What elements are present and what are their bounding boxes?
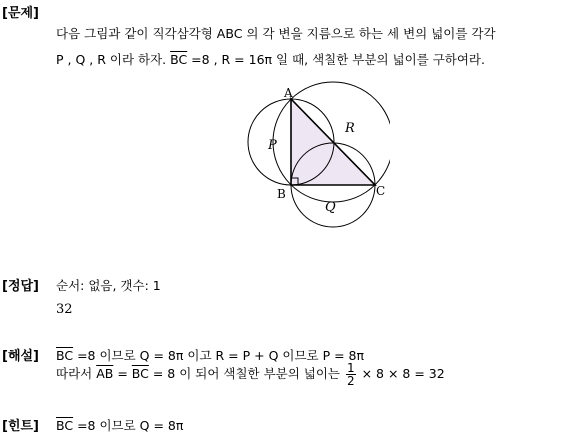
segment-bc: $\overline{BC}$ xyxy=(56,348,74,363)
fraction-denominator: 2 xyxy=(346,374,355,388)
triangle-figure xyxy=(240,80,390,240)
problem-line-2 xyxy=(56,50,485,68)
vertex-b-label: B xyxy=(277,187,286,201)
problem-label: [문제] xyxy=(2,6,39,21)
segment-ab: $\overline{AB}$ xyxy=(96,366,114,381)
answer-label: [정답] xyxy=(2,279,39,294)
vertex-c-label: C xyxy=(376,184,386,198)
solution-line-2-text-b: = 8 이 되어 색칠한 부분의 넓이는 xyxy=(148,366,344,381)
answer-meta: 순서: 없음, 갯수: 1 xyxy=(56,278,161,293)
solution-line-2 xyxy=(56,362,445,387)
region-r-label: R xyxy=(345,121,355,136)
region-q-label: Q xyxy=(325,200,336,215)
hint-line xyxy=(56,416,183,434)
problem-line-1: 다음 그림과 같이 직각삼각형 ABC 의 각 변을 지름으로 하는 세 변의 넓이를 각각 xyxy=(56,26,496,41)
equals-sign: = xyxy=(113,366,132,381)
problem-line-2-text-a: P , Q , R 이라 하자. xyxy=(56,52,171,67)
fraction-numerator: 1 xyxy=(346,361,355,375)
segment-bc: $\overline{BC}$ xyxy=(170,52,188,67)
region-p-label: P xyxy=(268,138,277,153)
solution-line-1-text: =8 이므로 Q = 8π 이고 R = P + Q 이므로 P = 8π xyxy=(73,348,365,363)
hint-label: [힌트] xyxy=(2,419,39,434)
problem-line-2-text-b: =8 , R = 16π 일 때, 색칠한 부분의 넓이를 구하여라. xyxy=(187,52,485,67)
solution-label: [해설] xyxy=(2,349,39,364)
segment-bc: $\overline{BC}$ xyxy=(131,366,149,381)
fraction-one-half xyxy=(346,362,356,387)
solution-line-2-text-c: × 8 × 8 = 32 xyxy=(357,366,445,381)
segment-bc: $\overline{BC}$ xyxy=(56,418,74,433)
vertex-a-label: A xyxy=(284,86,293,100)
answer-value: 32 xyxy=(56,302,73,317)
solution-line-2-text-a: 따라서 xyxy=(56,366,97,381)
hint-text: =8 이므로 Q = 8π xyxy=(73,418,184,433)
